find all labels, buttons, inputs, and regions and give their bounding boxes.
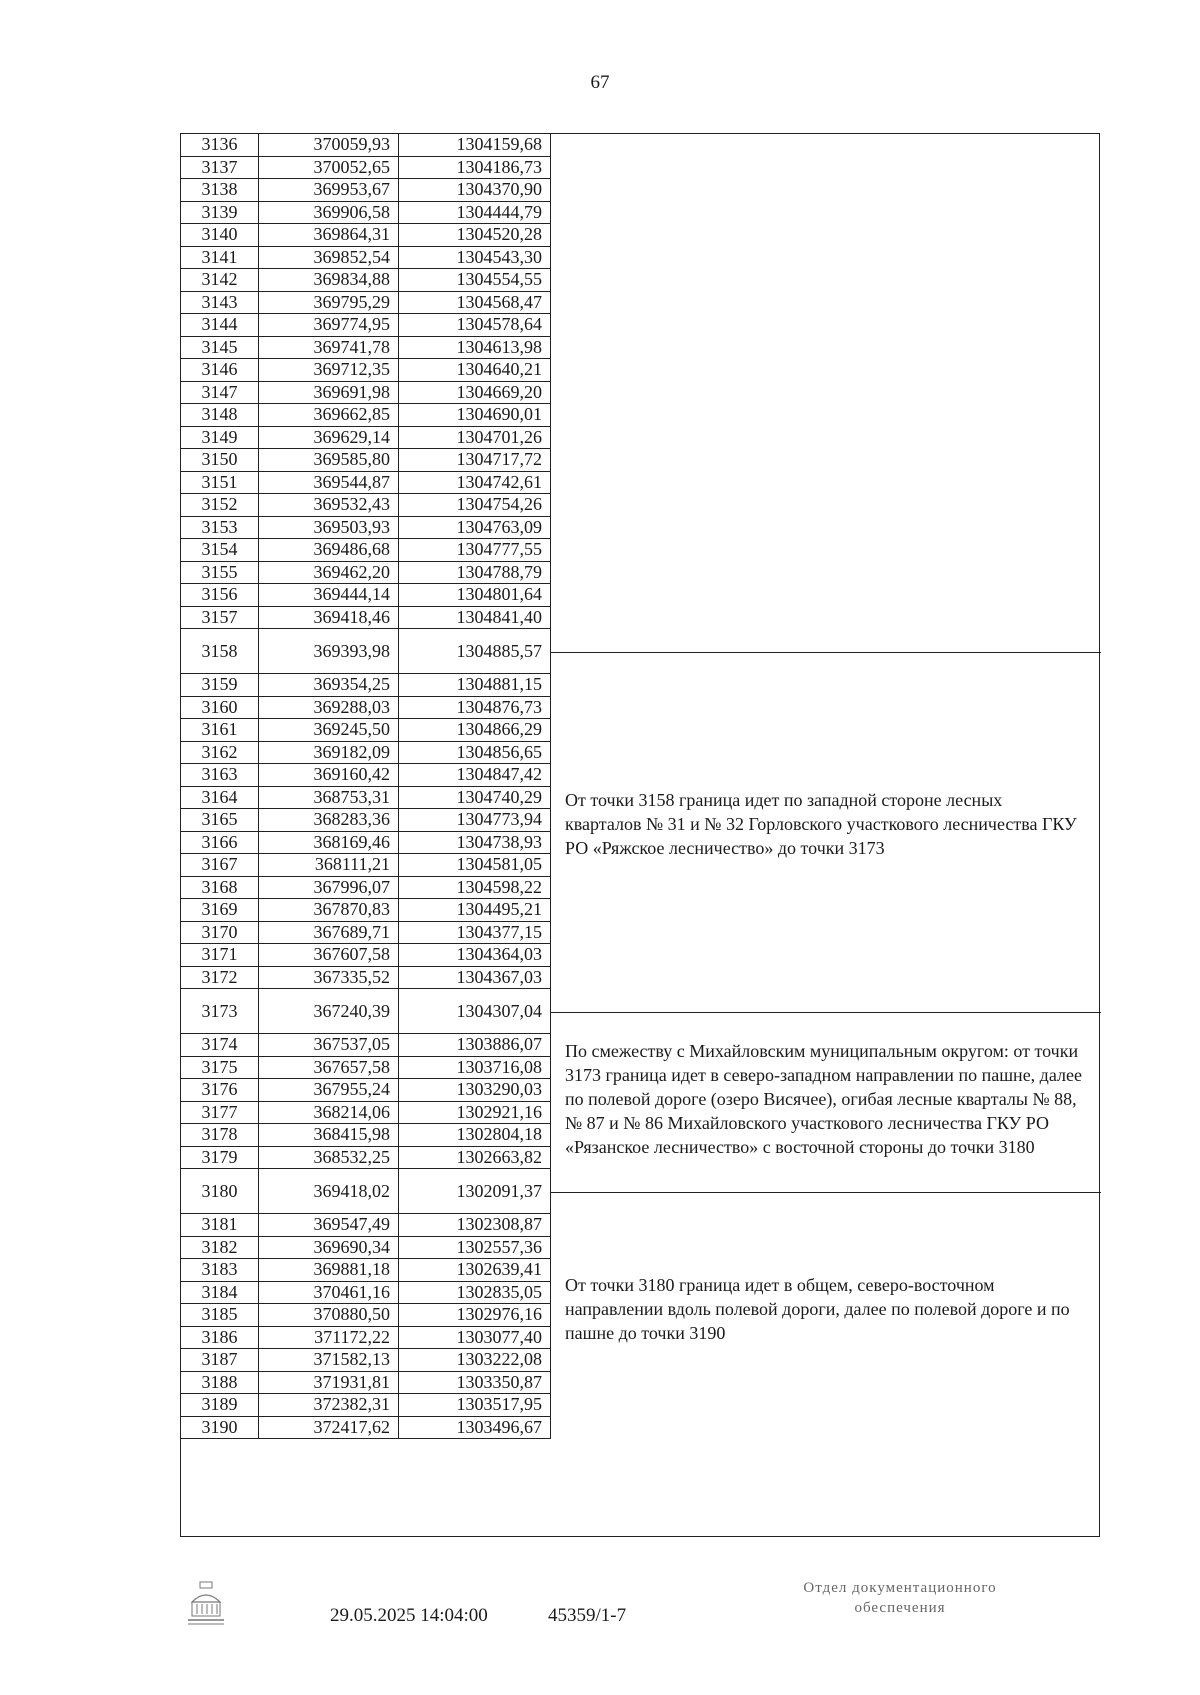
x-coordinate-cell: 367870,83 xyxy=(259,899,399,921)
x-coordinate-cell: 369418,46 xyxy=(259,607,399,629)
point-number-cell: 3145 xyxy=(181,337,259,359)
y-coordinate-cell: 1304554,55 xyxy=(399,269,551,291)
x-coordinate-cell: 369712,35 xyxy=(259,359,399,381)
point-number-cell: 3168 xyxy=(181,877,259,899)
point-number-cell: 3147 xyxy=(181,382,259,404)
y-coordinate-cell: 1302921,16 xyxy=(399,1102,551,1124)
point-number-cell: 3190 xyxy=(181,1417,259,1439)
y-coordinate-cell: 1304856,65 xyxy=(399,742,551,764)
description-block-1 xyxy=(551,134,1101,652)
y-coordinate-cell: 1304159,68 xyxy=(399,134,551,156)
point-number-cell: 3137 xyxy=(181,157,259,179)
y-coordinate-cell: 1302804,18 xyxy=(399,1124,551,1146)
x-coordinate-cell: 368753,31 xyxy=(259,787,399,809)
point-number-cell: 3141 xyxy=(181,247,259,269)
point-number-cell: 3150 xyxy=(181,449,259,471)
y-coordinate-cell: 1304495,21 xyxy=(399,899,551,921)
x-coordinate-cell: 369953,67 xyxy=(259,179,399,201)
y-coordinate-cell: 1303517,95 xyxy=(399,1394,551,1416)
x-coordinate-cell: 371582,13 xyxy=(259,1349,399,1371)
x-coordinate-cell: 367335,52 xyxy=(259,967,399,989)
table-row xyxy=(181,1417,551,1440)
point-number-cell: 3155 xyxy=(181,562,259,584)
point-number-cell: 3176 xyxy=(181,1079,259,1101)
y-coordinate-cell: 1304370,90 xyxy=(399,179,551,201)
y-coordinate-cell: 1304701,26 xyxy=(399,427,551,449)
point-number-cell: 3148 xyxy=(181,404,259,426)
point-number-cell: 3175 xyxy=(181,1057,259,1079)
x-coordinate-cell: 369182,09 xyxy=(259,742,399,764)
table-row xyxy=(181,562,551,585)
y-coordinate-cell: 1304364,03 xyxy=(399,944,551,966)
table-row xyxy=(181,494,551,517)
y-coordinate-cell: 1302091,37 xyxy=(399,1169,551,1213)
y-coordinate-cell: 1304881,15 xyxy=(399,674,551,696)
table-row xyxy=(181,1394,551,1417)
x-coordinate-cell: 369288,03 xyxy=(259,697,399,719)
point-number-cell: 3158 xyxy=(181,629,259,673)
y-coordinate-cell: 1304777,55 xyxy=(399,539,551,561)
table-row xyxy=(181,787,551,810)
x-coordinate-cell: 367537,05 xyxy=(259,1034,399,1056)
table-row xyxy=(181,1304,551,1327)
point-number-cell: 3143 xyxy=(181,292,259,314)
y-coordinate-cell: 1304640,21 xyxy=(399,359,551,381)
y-coordinate-cell: 1304788,79 xyxy=(399,562,551,584)
point-number-cell: 3177 xyxy=(181,1102,259,1124)
x-coordinate-cell: 369547,49 xyxy=(259,1214,399,1236)
y-coordinate-cell: 1304581,05 xyxy=(399,854,551,876)
x-coordinate-cell: 368111,21 xyxy=(259,854,399,876)
y-coordinate-cell: 1304307,04 xyxy=(399,989,551,1033)
point-number-cell: 3159 xyxy=(181,674,259,696)
x-coordinate-cell: 369906,58 xyxy=(259,202,399,224)
y-coordinate-cell: 1303886,07 xyxy=(399,1034,551,1056)
point-number-cell: 3183 xyxy=(181,1259,259,1281)
x-coordinate-cell: 370880,50 xyxy=(259,1304,399,1326)
table-row xyxy=(181,1079,551,1102)
x-coordinate-cell: 368283,36 xyxy=(259,809,399,831)
point-number-cell: 3146 xyxy=(181,359,259,381)
x-coordinate-cell: 369881,18 xyxy=(259,1259,399,1281)
x-coordinate-cell: 369418,02 xyxy=(259,1169,399,1213)
table-row xyxy=(181,269,551,292)
point-number-cell: 3166 xyxy=(181,832,259,854)
table-row xyxy=(181,404,551,427)
point-number-cell: 3169 xyxy=(181,899,259,921)
table-row xyxy=(181,629,551,674)
y-coordinate-cell: 1304444,79 xyxy=(399,202,551,224)
point-number-cell: 3138 xyxy=(181,179,259,201)
table-row xyxy=(181,1349,551,1372)
table-row xyxy=(181,1057,551,1080)
x-coordinate-cell: 369774,95 xyxy=(259,314,399,336)
table-row xyxy=(181,832,551,855)
point-number-cell: 3170 xyxy=(181,922,259,944)
coordinates-table xyxy=(180,133,1100,1537)
point-number-cell: 3178 xyxy=(181,1124,259,1146)
table-row xyxy=(181,809,551,832)
y-coordinate-cell: 1304773,94 xyxy=(399,809,551,831)
point-number-cell: 3144 xyxy=(181,314,259,336)
x-coordinate-cell: 367955,24 xyxy=(259,1079,399,1101)
point-number-cell: 3136 xyxy=(181,134,259,156)
page-number: 67 xyxy=(590,72,610,93)
table-row xyxy=(181,382,551,405)
table-row xyxy=(181,1259,551,1282)
x-coordinate-cell: 370052,65 xyxy=(259,157,399,179)
y-coordinate-cell: 1304578,64 xyxy=(399,314,551,336)
stamp-line-1: Отдел документационного xyxy=(803,1580,997,1596)
point-number-cell: 3161 xyxy=(181,719,259,741)
x-coordinate-cell: 370059,93 xyxy=(259,134,399,156)
point-number-cell: 3140 xyxy=(181,224,259,246)
x-coordinate-cell: 369741,78 xyxy=(259,337,399,359)
y-coordinate-cell: 1304568,47 xyxy=(399,292,551,314)
point-number-cell: 3156 xyxy=(181,584,259,606)
y-coordinate-cell: 1304801,64 xyxy=(399,584,551,606)
x-coordinate-cell: 371172,22 xyxy=(259,1327,399,1349)
y-coordinate-cell: 1302639,41 xyxy=(399,1259,551,1281)
x-coordinate-cell: 369690,34 xyxy=(259,1237,399,1259)
point-number-cell: 3151 xyxy=(181,472,259,494)
y-coordinate-cell: 1304543,30 xyxy=(399,247,551,269)
y-coordinate-cell: 1303077,40 xyxy=(399,1327,551,1349)
table-row xyxy=(181,292,551,315)
point-number-cell: 3186 xyxy=(181,1327,259,1349)
x-coordinate-cell: 369532,43 xyxy=(259,494,399,516)
x-coordinate-cell: 369629,14 xyxy=(259,427,399,449)
table-row xyxy=(181,202,551,225)
x-coordinate-cell: 369852,54 xyxy=(259,247,399,269)
x-coordinate-cell: 369354,25 xyxy=(259,674,399,696)
point-number-cell: 3149 xyxy=(181,427,259,449)
x-coordinate-cell: 369834,88 xyxy=(259,269,399,291)
table-row xyxy=(181,134,551,157)
table-row xyxy=(181,899,551,922)
y-coordinate-cell: 1302557,36 xyxy=(399,1237,551,1259)
point-number-cell: 3165 xyxy=(181,809,259,831)
table-row xyxy=(181,1147,551,1170)
y-coordinate-cell: 1304367,03 xyxy=(399,967,551,989)
point-number-cell: 3142 xyxy=(181,269,259,291)
table-row xyxy=(181,1214,551,1237)
y-coordinate-cell: 1304763,09 xyxy=(399,517,551,539)
table-row xyxy=(181,1034,551,1057)
table-row xyxy=(181,719,551,742)
x-coordinate-cell: 369795,29 xyxy=(259,292,399,314)
y-coordinate-cell: 1304613,98 xyxy=(399,337,551,359)
point-number-cell: 3172 xyxy=(181,967,259,989)
x-coordinate-cell: 369462,20 xyxy=(259,562,399,584)
table-row xyxy=(181,539,551,562)
x-coordinate-cell: 369691,98 xyxy=(259,382,399,404)
table-row xyxy=(181,764,551,787)
point-number-cell: 3153 xyxy=(181,517,259,539)
table-row xyxy=(181,989,551,1034)
table-row xyxy=(181,1282,551,1305)
x-coordinate-cell: 368532,25 xyxy=(259,1147,399,1169)
table-row xyxy=(181,427,551,450)
x-coordinate-cell: 372382,31 xyxy=(259,1394,399,1416)
table-row xyxy=(181,157,551,180)
y-coordinate-cell: 1303350,87 xyxy=(399,1372,551,1394)
y-coordinate-cell: 1302663,82 xyxy=(399,1147,551,1169)
x-coordinate-cell: 369245,50 xyxy=(259,719,399,741)
y-coordinate-cell: 1303222,08 xyxy=(399,1349,551,1371)
footer-doc-number: 45359/1-7 xyxy=(548,1605,627,1626)
point-number-cell: 3187 xyxy=(181,1349,259,1371)
x-coordinate-cell: 367657,58 xyxy=(259,1057,399,1079)
point-number-cell: 3182 xyxy=(181,1237,259,1259)
x-coordinate-cell: 369444,14 xyxy=(259,584,399,606)
table-row xyxy=(181,472,551,495)
table-row xyxy=(181,1237,551,1260)
table-row xyxy=(181,922,551,945)
point-number-cell: 3181 xyxy=(181,1214,259,1236)
department-stamp xyxy=(750,1578,1050,1618)
x-coordinate-cell: 368169,46 xyxy=(259,832,399,854)
x-coordinate-cell: 368214,06 xyxy=(259,1102,399,1124)
table-rows xyxy=(181,134,551,1439)
y-coordinate-cell: 1304866,29 xyxy=(399,719,551,741)
x-coordinate-cell: 369662,85 xyxy=(259,404,399,426)
x-coordinate-cell: 371931,81 xyxy=(259,1372,399,1394)
y-coordinate-cell: 1302308,87 xyxy=(399,1214,551,1236)
y-coordinate-cell: 1303716,08 xyxy=(399,1057,551,1079)
y-coordinate-cell: 1303290,03 xyxy=(399,1079,551,1101)
description-text: По смежеству с Михайловским муниципальным округом: от точки 3173 граница идет в северо-западном направлении по пашне, далее по полевой дороге (озеро Висячее), огибая лесные кварталы № 88, № 87 и № 86 Михайловского участкового лесничества ГКУ РО «Рязанское лесничество» с восточной стороны до точки 3180 xyxy=(565,1040,1082,1157)
y-coordinate-cell: 1304690,01 xyxy=(399,404,551,426)
table-row xyxy=(181,674,551,697)
x-coordinate-cell: 369864,31 xyxy=(259,224,399,246)
description-block-2 xyxy=(551,652,1101,1012)
table-row xyxy=(181,697,551,720)
point-number-cell: 3157 xyxy=(181,607,259,629)
y-coordinate-cell: 1304754,26 xyxy=(399,494,551,516)
y-coordinate-cell: 1304520,28 xyxy=(399,224,551,246)
table-row xyxy=(181,314,551,337)
point-number-cell: 3139 xyxy=(181,202,259,224)
x-coordinate-cell: 367689,71 xyxy=(259,922,399,944)
x-coordinate-cell: 368415,98 xyxy=(259,1124,399,1146)
table-row xyxy=(181,967,551,990)
x-coordinate-cell: 369486,68 xyxy=(259,539,399,561)
point-number-cell: 3174 xyxy=(181,1034,259,1056)
table-row xyxy=(181,1169,551,1214)
table-row xyxy=(181,359,551,382)
point-number-cell: 3152 xyxy=(181,494,259,516)
table-row xyxy=(181,1372,551,1395)
x-coordinate-cell: 369544,87 xyxy=(259,472,399,494)
y-coordinate-cell: 1304841,40 xyxy=(399,607,551,629)
table-row xyxy=(181,449,551,472)
x-coordinate-cell: 369503,93 xyxy=(259,517,399,539)
x-coordinate-cell: 369160,42 xyxy=(259,764,399,786)
table-row xyxy=(181,1102,551,1125)
point-number-cell: 3162 xyxy=(181,742,259,764)
point-number-cell: 3164 xyxy=(181,787,259,809)
y-coordinate-cell: 1304740,29 xyxy=(399,787,551,809)
table-row xyxy=(181,877,551,900)
table-row xyxy=(181,607,551,630)
point-number-cell: 3160 xyxy=(181,697,259,719)
table-row xyxy=(181,337,551,360)
description-block-4 xyxy=(551,1192,1101,1539)
x-coordinate-cell: 367607,58 xyxy=(259,944,399,966)
emblem-icon xyxy=(186,1580,226,1628)
x-coordinate-cell: 369585,80 xyxy=(259,449,399,471)
table-row xyxy=(181,854,551,877)
table-row xyxy=(181,179,551,202)
y-coordinate-cell: 1304377,15 xyxy=(399,922,551,944)
x-coordinate-cell: 369393,98 xyxy=(259,629,399,673)
y-coordinate-cell: 1304742,61 xyxy=(399,472,551,494)
footer-datetime: 29.05.2025 14:04:00 xyxy=(330,1605,488,1626)
y-coordinate-cell: 1304717,72 xyxy=(399,449,551,471)
point-number-cell: 3163 xyxy=(181,764,259,786)
point-number-cell: 3189 xyxy=(181,1394,259,1416)
stamp-line-2: обеспечения xyxy=(854,1600,946,1616)
description-text: От точки 3158 граница идет по западной стороне лесных кварталов № 31 и № 32 Горловского участкового лесничества ГКУ РО «Ряжское лесничество» до точки 3173 xyxy=(565,789,1077,858)
y-coordinate-cell: 1304847,42 xyxy=(399,764,551,786)
y-coordinate-cell: 1302835,05 xyxy=(399,1282,551,1304)
y-coordinate-cell: 1304669,20 xyxy=(399,382,551,404)
point-number-cell: 3154 xyxy=(181,539,259,561)
point-number-cell: 3180 xyxy=(181,1169,259,1213)
point-number-cell: 3179 xyxy=(181,1147,259,1169)
y-coordinate-cell: 1304885,57 xyxy=(399,629,551,673)
point-number-cell: 3188 xyxy=(181,1372,259,1394)
x-coordinate-cell: 367996,07 xyxy=(259,877,399,899)
description-block-3 xyxy=(551,1012,1101,1192)
table-row xyxy=(181,944,551,967)
point-number-cell: 3167 xyxy=(181,854,259,876)
table-row xyxy=(181,584,551,607)
table-row xyxy=(181,1124,551,1147)
point-number-cell: 3185 xyxy=(181,1304,259,1326)
x-coordinate-cell: 370461,16 xyxy=(259,1282,399,1304)
description-text: От точки 3180 граница идет в общем, северо-восточном направлении вдоль полевой дороги, далее по полевой дороге и по пашне до точки 3190 xyxy=(565,1274,1070,1343)
y-coordinate-cell: 1304598,22 xyxy=(399,877,551,899)
table-row xyxy=(181,247,551,270)
point-number-cell: 3173 xyxy=(181,989,259,1033)
table-row xyxy=(181,1327,551,1350)
table-row xyxy=(181,224,551,247)
y-coordinate-cell: 1303496,67 xyxy=(399,1417,551,1439)
y-coordinate-cell: 1304876,73 xyxy=(399,697,551,719)
x-coordinate-cell: 372417,62 xyxy=(259,1417,399,1439)
y-coordinate-cell: 1304186,73 xyxy=(399,157,551,179)
table-row xyxy=(181,742,551,765)
point-number-cell: 3171 xyxy=(181,944,259,966)
x-coordinate-cell: 367240,39 xyxy=(259,989,399,1033)
table-row xyxy=(181,517,551,540)
y-coordinate-cell: 1304738,93 xyxy=(399,832,551,854)
y-coordinate-cell: 1302976,16 xyxy=(399,1304,551,1326)
point-number-cell: 3184 xyxy=(181,1282,259,1304)
